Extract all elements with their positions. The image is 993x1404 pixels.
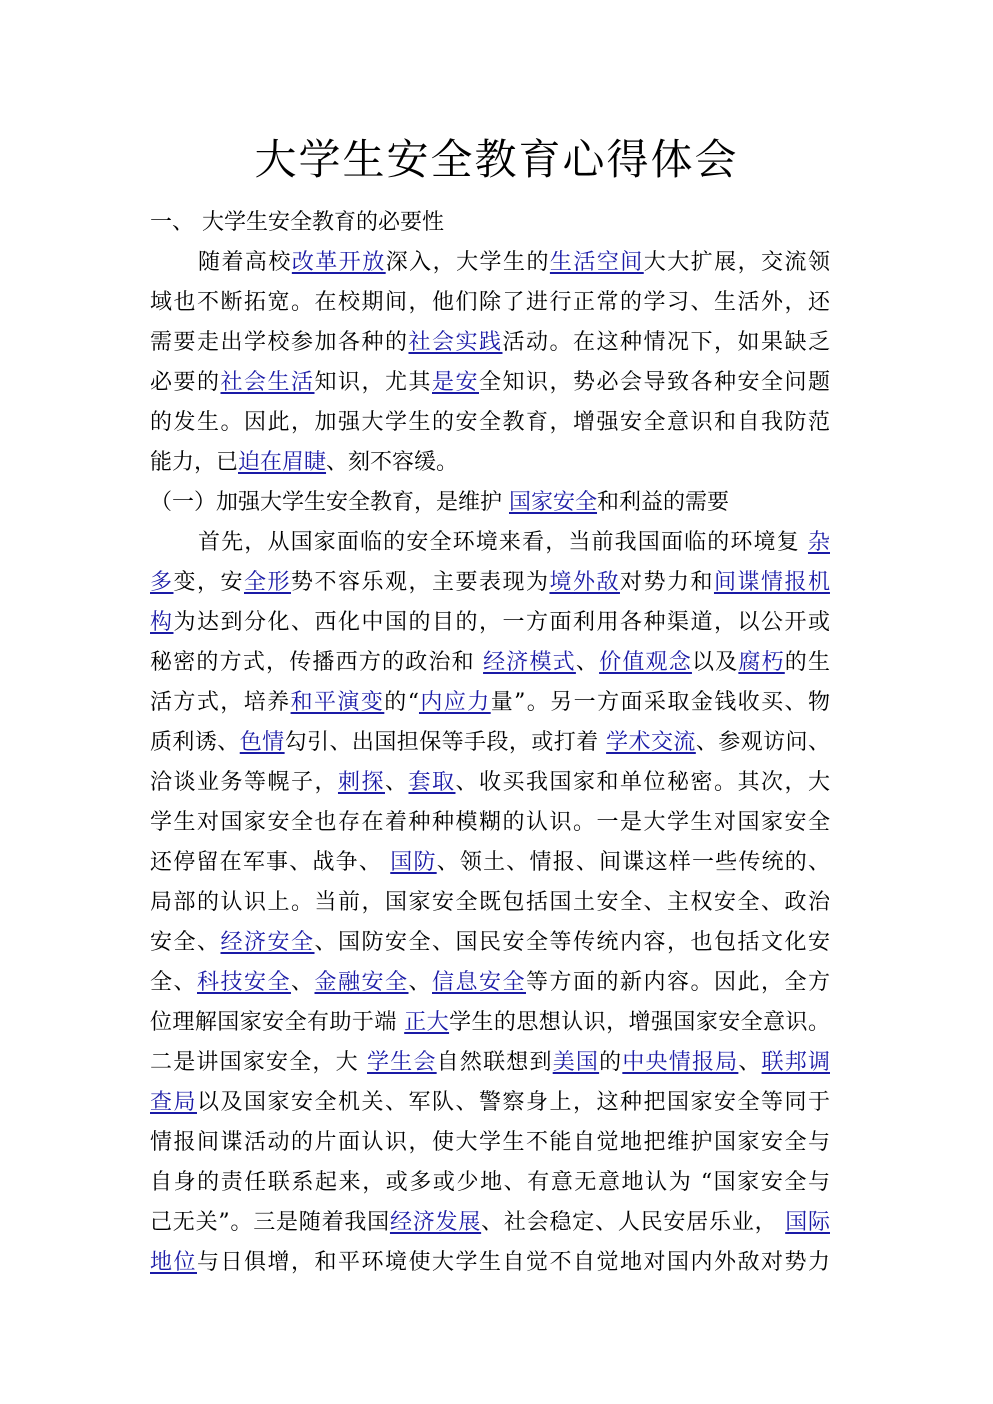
paragraph-line: 必要的社会生活知识，尤其是安全知识，势必会导致各种安全问题	[150, 370, 830, 395]
paragraph-line: 己无关”。三是随着我国经济发展、社会稳定、人民安居乐业， 国际	[150, 1210, 830, 1235]
link-academic-exchange[interactable]: 学术交流	[606, 730, 696, 755]
paragraph-line: 全、科技安全、金融安全、信息安全等方面的新内容。因此，全方	[150, 970, 830, 995]
link-duo[interactable]: 多	[150, 570, 174, 595]
link-gou[interactable]: 构	[150, 610, 174, 635]
paragraph-line: 位理解国家安全有助于端 正大学生的思想认识，增强国家安全意识。	[150, 1010, 830, 1035]
paragraph-line: 多变，安全形势不容乐观，主要表现为境外敌对势力和间谍情报机	[150, 570, 830, 595]
link-extract[interactable]: 套取	[408, 770, 456, 795]
paragraph-line: 洽谈业务等幌子，刺探、套取、收买我国家和单位秘密。其次，大	[150, 770, 830, 795]
link-international-status-part1[interactable]: 国际	[785, 1210, 830, 1235]
paragraph-line: 地位与日俱增，和平环境使大学生自觉不自觉地对国内外敌对势力	[150, 1250, 830, 1275]
link-economic-model[interactable]: 经济模式	[483, 650, 576, 675]
link-fbi-part2[interactable]: 查局	[150, 1090, 197, 1115]
paragraph-line: 学生对国家安全也存在着种种模糊的认识。一是大学生对国家安全	[150, 810, 830, 835]
link-erotic[interactable]: 色情	[239, 730, 285, 755]
link-information-security[interactable]: 信息安全	[432, 970, 526, 995]
section-number: 一、	[150, 210, 195, 235]
paragraph-line: 秘密的方式，传播西方的政治和 经济模式、价值观念以及腐朽的生	[150, 650, 830, 675]
link-intelligence-agency[interactable]: 间谍情报机	[713, 570, 830, 595]
link-national-security[interactable]: 国家安全	[509, 490, 598, 515]
link-international-status-part2[interactable]: 地位	[150, 1250, 197, 1275]
section-heading-text: 大学生安全教育的必要性	[202, 210, 445, 235]
link-za[interactable]: 杂	[807, 530, 830, 555]
link-usa[interactable]: 美国	[552, 1050, 600, 1075]
paragraph-line: 局部的认识上。当前，国家安全既包括国土安全、主权安全、政治	[150, 890, 830, 915]
link-urgent[interactable]: 迫在眉睫	[238, 450, 327, 475]
paragraph-line: 域也不断拓宽。在校期间，他们除了进行正常的学习、生活外，还	[150, 290, 830, 315]
link-living-space[interactable]: 生活空间	[549, 250, 644, 275]
paragraph-line: 构为达到分化、西化中国的目的，一方面利用各种渠道，以公开或	[150, 610, 830, 635]
link-zheng-da[interactable]: 正大	[404, 1010, 450, 1035]
link-tech-security[interactable]: 科技安全	[197, 970, 291, 995]
paragraph-line: 还停留在军事、战争、 国防、领土、情报、间谍这样一些传统的、	[150, 850, 830, 875]
link-internal-stress[interactable]: 内应力	[418, 690, 491, 715]
paragraph-line: 质利诱、色情勾引、出国担保等手段，或打着 学术交流、参观访问、	[150, 730, 830, 755]
link-cia[interactable]: 中央情报局	[622, 1050, 739, 1075]
link-fbi-part1[interactable]: 联邦调	[761, 1050, 830, 1075]
link-national-defense[interactable]: 国防	[390, 850, 437, 875]
link-spy[interactable]: 刺探	[337, 770, 385, 795]
link-decadent[interactable]: 腐朽	[738, 650, 785, 675]
link-foreign-enemy[interactable]: 境外敌	[549, 570, 620, 595]
paragraph-line: 情报间谍活动的片面认识，使大学生不能自觉地把维护国家安全与	[150, 1130, 830, 1155]
link-peaceful-evolution[interactable]: 和平演变	[290, 690, 385, 715]
link-student-union[interactable]: 学生会	[367, 1050, 437, 1075]
paragraph-line: 的发生。因此，加强大学生的安全教育，增强安全意识和自我防范	[150, 410, 830, 435]
paragraph-line: 随着高校改革开放深入，大学生的生活空间大大扩展，交流领	[198, 250, 830, 275]
paragraph-line: 能力，已迫在眉睫、刻不容缓。	[150, 450, 459, 475]
paragraph-line: 二是讲国家安全，大 学生会自然联想到美国的中央情报局、联邦调	[150, 1050, 830, 1075]
paragraph-line: 活方式，培养和平演变的“内应力量”。另一方面采取金钱收买、物	[150, 690, 830, 715]
paragraph-line: 首先，从国家面临的安全环境来看，当前我国面临的环境复 杂	[198, 530, 830, 555]
paragraph-line: 需要走出学校参加各种的社会实践活动。在这种情况下，如果缺乏	[150, 330, 830, 355]
link-financial-security[interactable]: 金融安全	[314, 970, 409, 995]
link-reform-opening[interactable]: 改革开放	[291, 250, 386, 275]
paragraph-line: 自身的责任联系起来，或多或少地、有意无意地认为 “国家安全与	[150, 1170, 830, 1195]
link-shi-an[interactable]: 是安	[432, 370, 479, 395]
link-economic-development[interactable]: 经济发展	[389, 1210, 482, 1235]
link-social-life[interactable]: 社会生活	[220, 370, 315, 395]
section-heading	[150, 205, 444, 241]
subheading: （一）加强大学生安全教育，是维护 国家安全和利益的需要	[150, 490, 730, 515]
link-values[interactable]: 价值观念	[599, 650, 692, 675]
page-title: 大学生安全教育心得体会	[254, 135, 739, 184]
link-economic-security[interactable]: 经济安全	[220, 930, 315, 955]
paragraph-line: 安全、经济安全、国防安全、国民安全等传统内容，也包括文化安	[150, 930, 830, 955]
link-social-practice[interactable]: 社会实践	[408, 330, 503, 355]
link-quan-xing[interactable]: 全形	[244, 570, 291, 595]
paragraph-line: 查局以及国家安全机关、军队、警察身上，这种把国家安全等同于	[150, 1090, 830, 1115]
